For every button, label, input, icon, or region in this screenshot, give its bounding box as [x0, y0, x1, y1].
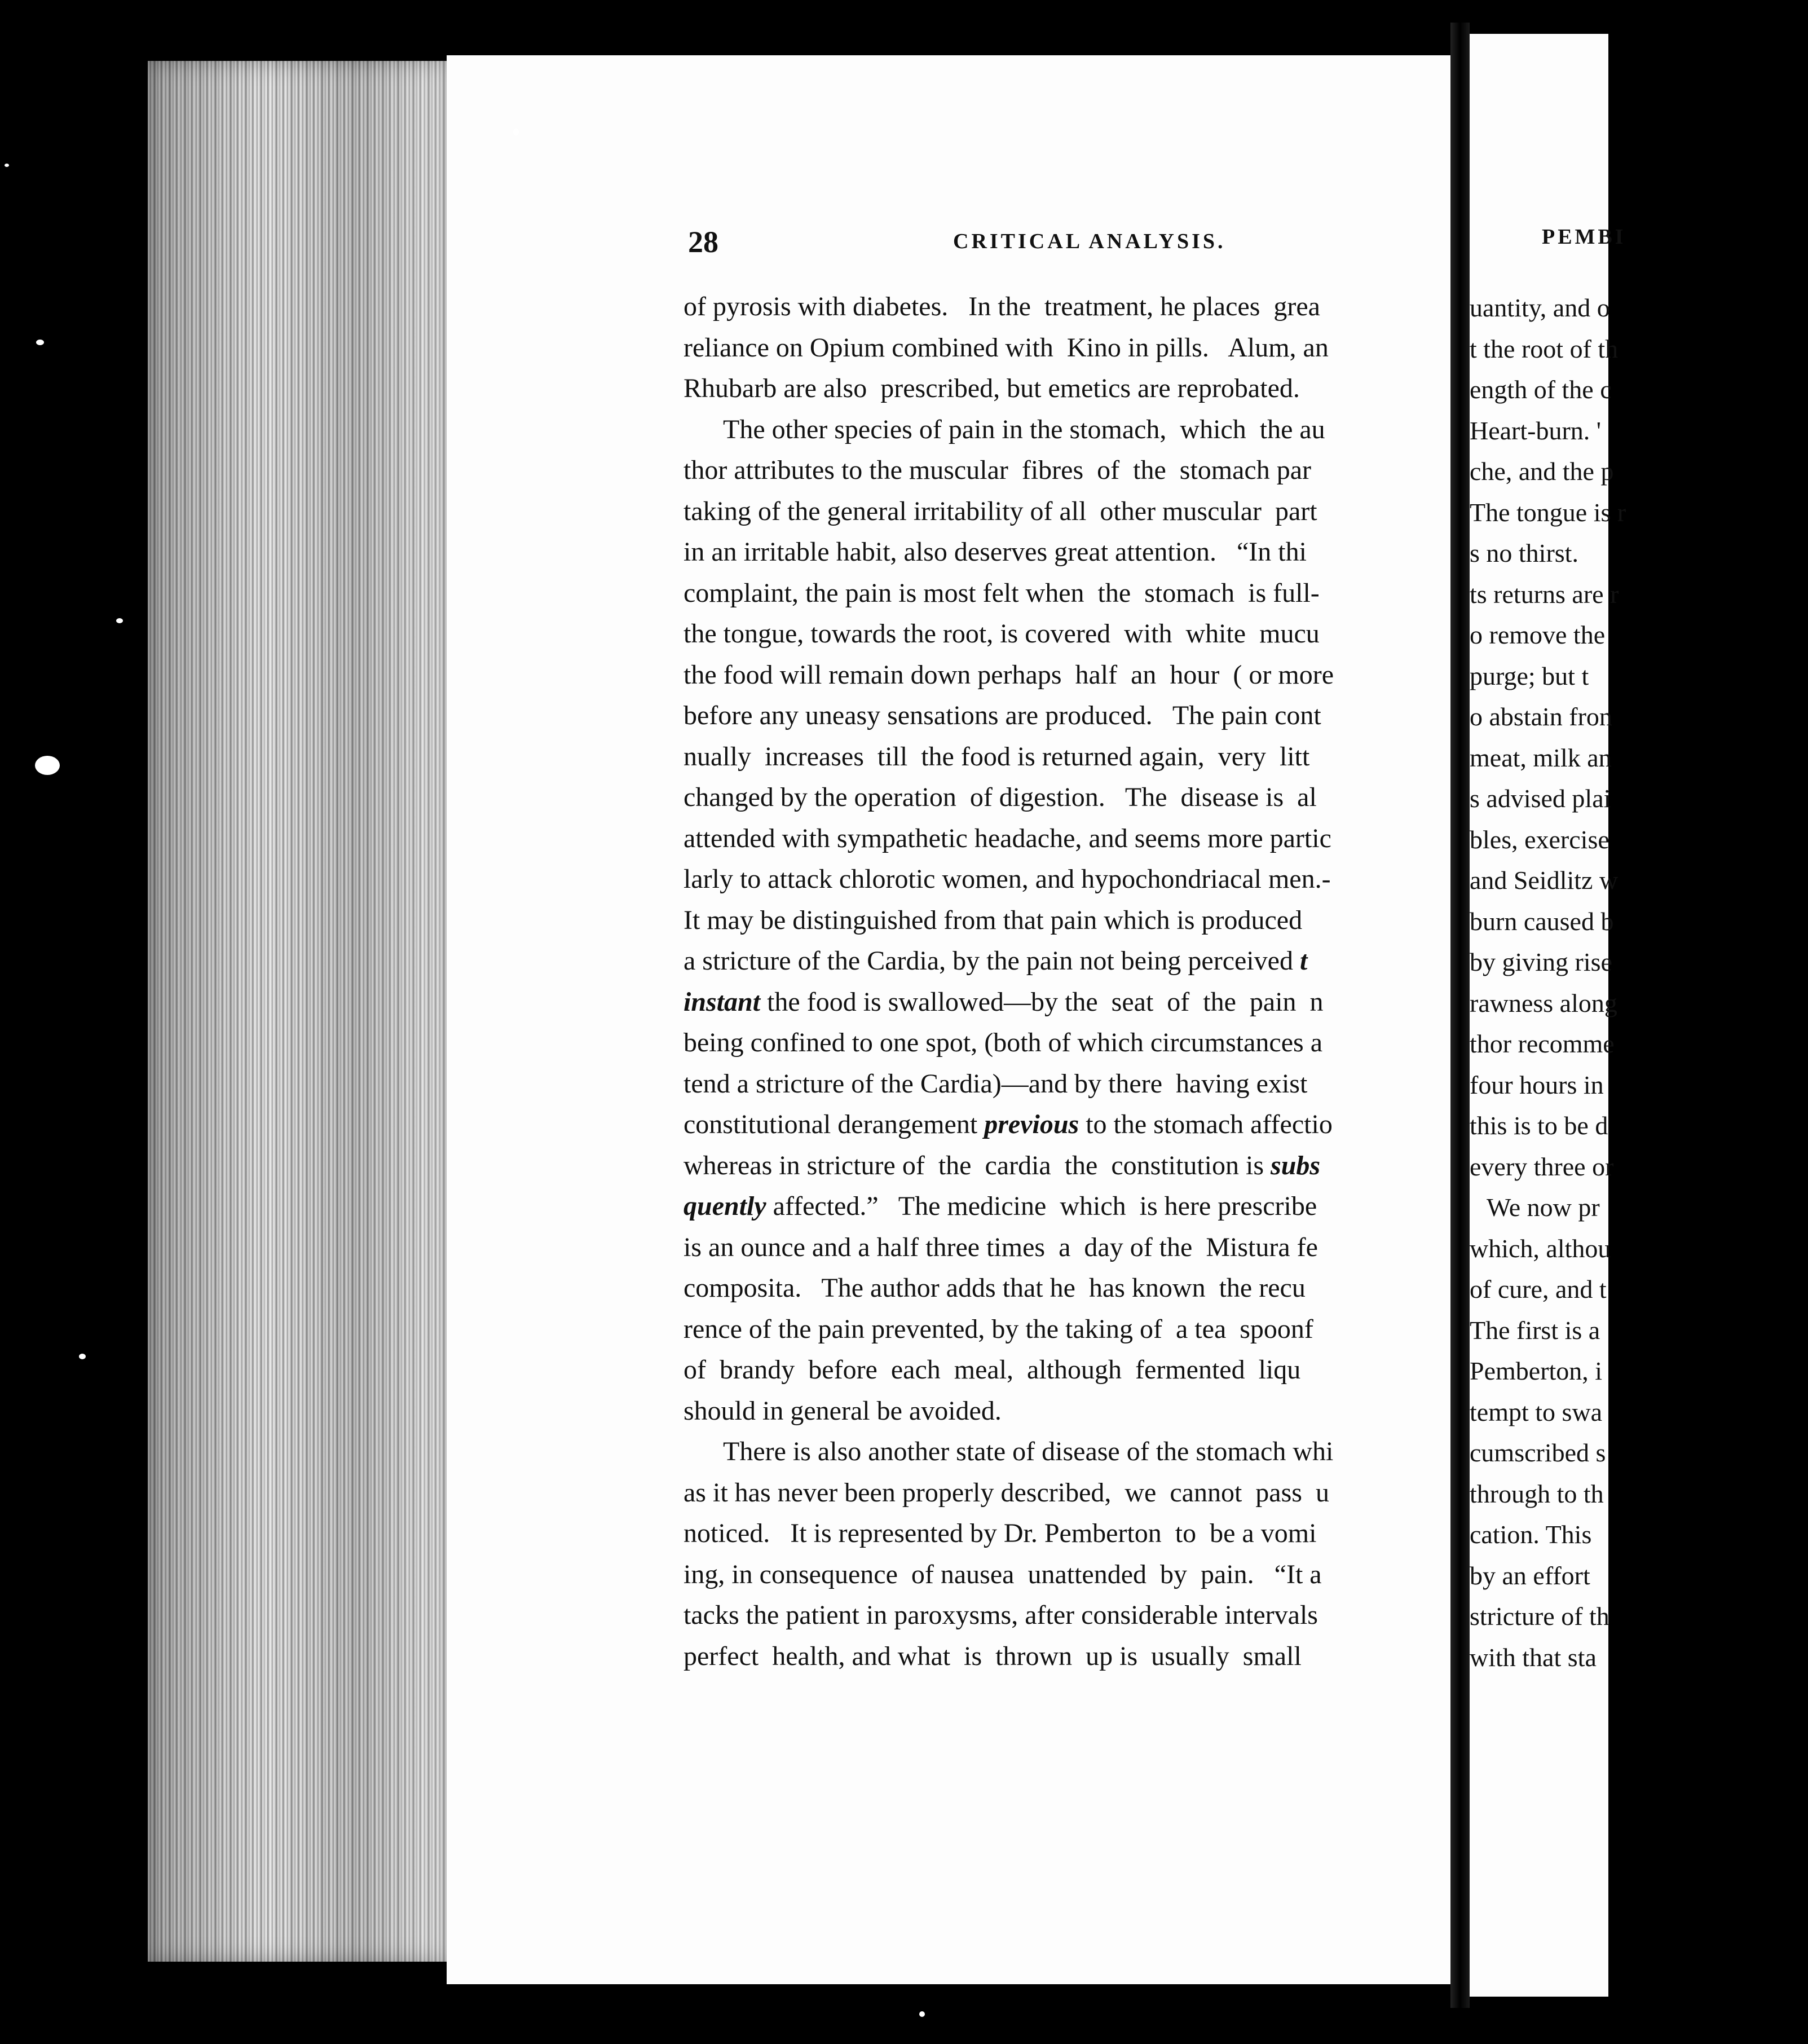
text-line: nually increases till the food is returned again, very litt — [683, 741, 1310, 772]
right-text-line: The first is a — [1470, 1315, 1600, 1345]
right-text-line: thor recomme — [1470, 1029, 1615, 1058]
text-line: whereas in stricture of the cardia the constitution is subs — [683, 1150, 1321, 1180]
page-number: 28 — [688, 225, 718, 259]
text-line: reliance on Opium combined with Kino in pills. Alum, an — [683, 332, 1329, 363]
text-line: It may be distinguished from that pain which is produced — [683, 905, 1303, 935]
right-text-line: o remove the — [1470, 620, 1606, 649]
right-text-line: this is to be d — [1470, 1111, 1608, 1140]
text-line: rence of the pain prevented, by the taking of a tea spoonf — [683, 1314, 1313, 1344]
text-line: constitutional derangement previous to the stomach affectio — [683, 1109, 1333, 1139]
scan-speck — [79, 1354, 86, 1359]
right-text-line: meat, milk an — [1470, 743, 1612, 772]
right-text-line: uantity, and o — [1470, 293, 1610, 322]
right-text-line: burn caused b — [1470, 906, 1614, 936]
right-text-line: four hours in — [1470, 1070, 1604, 1099]
text-line: tend a stricture of the Cardia)—and by there having exist — [683, 1068, 1308, 1099]
right-text-line: bles, exercise — [1470, 825, 1609, 854]
right-text-line: cation. This — [1470, 1520, 1592, 1549]
scan-speck — [919, 2011, 925, 2017]
text-line: attended with sympathetic headache, and seems more partic — [683, 823, 1331, 853]
text-line: of pyrosis with diabetes. In the treatment, he places grea — [683, 292, 1320, 321]
right-text-line: purge; but t — [1470, 661, 1589, 690]
text-line: The other species of pain in the stomach, which the au — [723, 414, 1325, 444]
right-text-line: by an effort — [1470, 1561, 1590, 1590]
right-running-title: PEMBI — [1542, 225, 1626, 249]
book-page-edges — [148, 61, 447, 1962]
right-text-line: o abstain fron — [1470, 702, 1612, 731]
right-text-line: of cure, and t — [1470, 1275, 1607, 1303]
text-line: as it has never been properly described, we cannot pass u — [683, 1477, 1329, 1508]
text-line: larly to attack chlorotic women, and hypochondriacal men.- — [683, 864, 1331, 894]
running-title: CRITICAL ANALYSIS. — [953, 230, 1226, 253]
body-text — [683, 287, 1439, 1677]
text-line: of brandy before each meal, although fermented liqu — [683, 1355, 1301, 1385]
left-page — [447, 55, 1462, 1984]
text-line: composita. The author adds that he has known the recu — [683, 1273, 1306, 1303]
right-text-line: by giving rise — [1470, 948, 1612, 976]
right-page — [1470, 34, 1626, 1997]
text-line: noticed. It is represented by Dr. Pemberton to be a vomi — [683, 1518, 1317, 1548]
right-text-line: which, althou — [1470, 1234, 1611, 1263]
scan-speck — [513, 129, 519, 135]
text-line: thor attributes to the muscular fibres of the stomach par — [683, 455, 1312, 485]
text-line: perfect health, and what is thrown up is usually small — [683, 1641, 1302, 1671]
right-text-line: stricture of th — [1470, 1602, 1609, 1631]
right-body-text — [1470, 288, 1808, 1678]
running-head — [447, 224, 1462, 270]
right-text-line: We now pr — [1487, 1193, 1600, 1222]
text-line: tacks the patient in paroxysms, after considerable intervals — [683, 1600, 1318, 1630]
text-line: quently affected.” The medicine which is here prescribe — [683, 1191, 1317, 1221]
text-line: is an ounce and a half three times a day of the Mistura fe — [683, 1232, 1318, 1262]
text-line: being confined to one spot, (both of which circumstances a — [683, 1028, 1323, 1058]
text-line: before any uneasy sensations are produced. The pain cont — [683, 701, 1321, 730]
right-text-line: and Seidlitz w — [1470, 866, 1619, 895]
right-text-line: ength of the c — [1470, 375, 1612, 404]
text-line: Rhubarb are also prescribed, but emetics are reprobated. — [683, 373, 1300, 403]
scan-speck — [116, 618, 123, 623]
right-text-line: ts returns are r — [1470, 579, 1619, 609]
text-line: the food will remain down perhaps half an hour ( or more — [683, 659, 1334, 690]
text-line: a stricture of the Cardia, by the pain not being perceived t — [683, 946, 1308, 976]
right-text-line: Pemberton, i — [1470, 1356, 1603, 1385]
scan-speck — [5, 164, 9, 167]
book-gutter — [1450, 23, 1470, 2008]
right-text-line: The tongue is r — [1470, 497, 1626, 527]
text-line: should in general be avoided. — [683, 1395, 1002, 1426]
right-text-line: every three or — [1470, 1152, 1614, 1181]
text-line: changed by the operation of digestion. The disease is al — [683, 782, 1317, 812]
text-line: the tongue, towards the root, is covered with white mucu — [683, 619, 1320, 649]
right-text-line: che, and the p — [1470, 457, 1614, 486]
right-text-line: cumscribed s — [1470, 1438, 1606, 1467]
right-text-line: tempt to swa — [1470, 1397, 1603, 1426]
right-text-line: s no thirst. — [1470, 539, 1578, 567]
right-text-line: through to th — [1470, 1479, 1604, 1508]
right-text-line: rawness along — [1470, 988, 1617, 1017]
scan-speck — [36, 340, 44, 345]
text-line: taking of the general irritability of all other muscular part — [683, 496, 1317, 526]
text-line: instant the food is swallowed—by the seat of the pain n — [683, 986, 1324, 1017]
scan-speck — [35, 756, 60, 775]
text-line: There is also another state of disease of the stomach whi — [723, 1437, 1334, 1466]
text-line: in an irritable habit, also deserves great attention. “In thi — [683, 537, 1307, 567]
text-line: ing, in consequence of nausea unattended by pain. “It a — [683, 1559, 1322, 1589]
right-text-line: Heart-burn. ' — [1470, 416, 1602, 445]
text-line: complaint, the pain is most felt when the stomach is full- — [683, 578, 1320, 608]
right-text-line: t the root of th — [1470, 334, 1619, 363]
right-text-line: s advised plai — [1470, 784, 1611, 813]
right-text-line: with that sta — [1470, 1642, 1597, 1672]
